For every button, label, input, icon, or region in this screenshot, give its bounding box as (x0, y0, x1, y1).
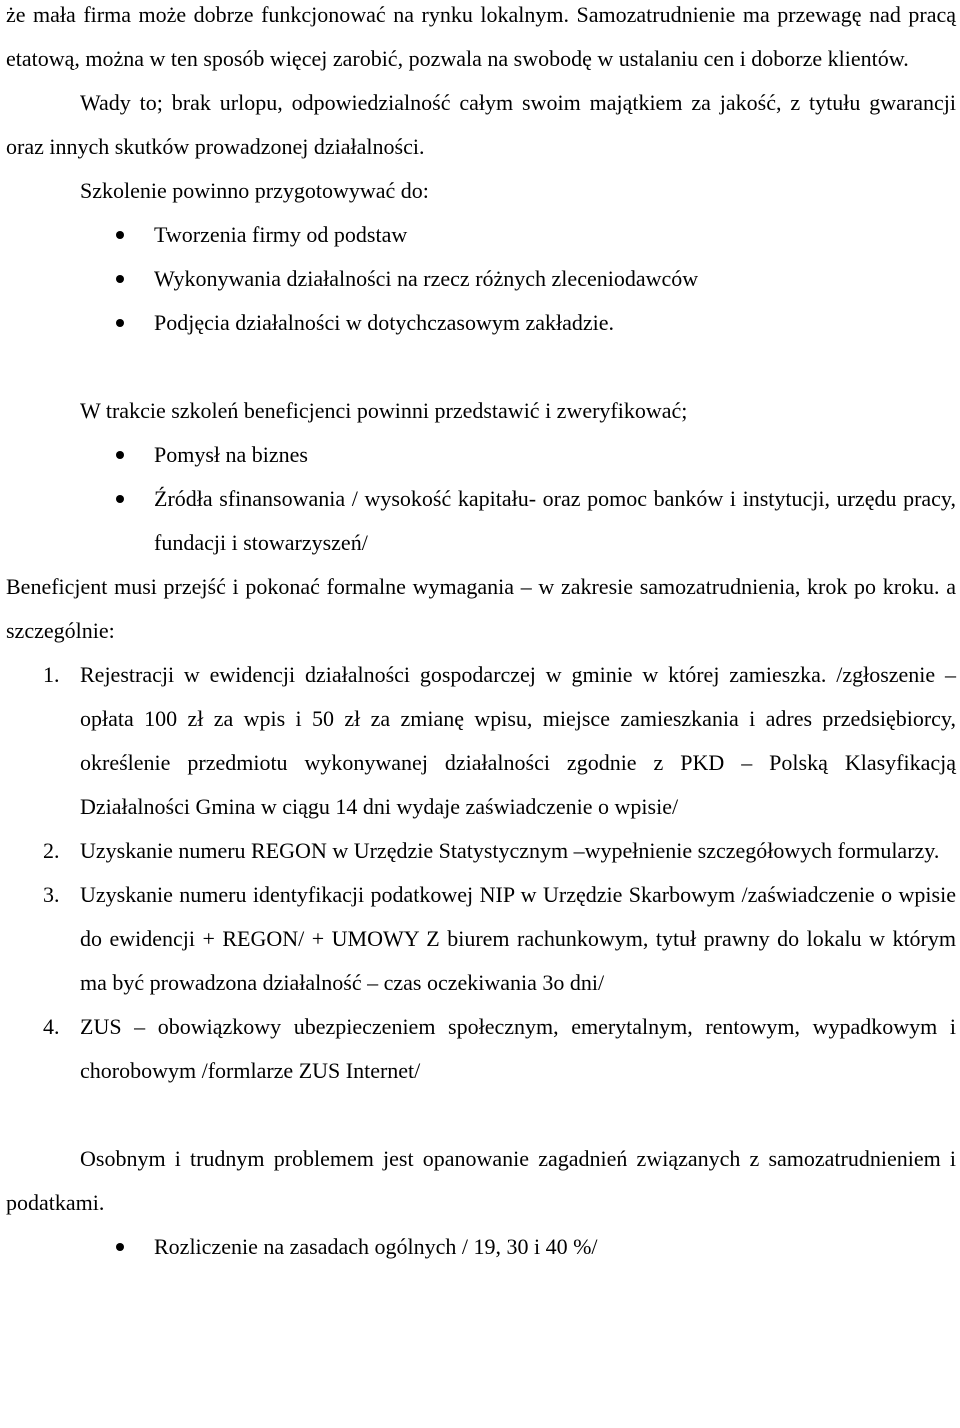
bullet-icon (116, 1243, 124, 1251)
spacer (6, 345, 956, 389)
list-item-text: Podjęcia działalności w dotychczasowym zakładzie. (154, 310, 614, 335)
training-lead: Szkolenie powinno przygotowywać do: (80, 178, 429, 203)
bullet-icon (116, 495, 124, 503)
bullet-icon (116, 231, 124, 239)
step-number: 2. (43, 838, 60, 863)
step-number: 3. (43, 882, 60, 907)
document-page (6, 0, 956, 1269)
step-text: ZUS – obowiązkowy ubezpieczeniem społecznym, emerytalnym, rentowym, wypadkowym i chorobowym /formlarze ZUS Internet/ (80, 1014, 956, 1083)
steps-list (6, 653, 956, 1093)
step-number: 4. (43, 1014, 60, 1039)
spacer (6, 1093, 956, 1137)
list-item (6, 433, 956, 477)
bullet-icon (116, 275, 124, 283)
problem-paragraph: Osobnym i trudnym problemem jest opanowanie zagadnień związanych z samozatrudnieniem i podatkami. (6, 1146, 956, 1215)
list-item-text: Źródła sfinansowania / wysokość kapitału- oraz pomoc banków i instytucji, urzędu pracy, fundacji i stowarzyszeń/ (154, 486, 956, 555)
numbered-step (6, 1005, 956, 1093)
numbered-step (6, 829, 956, 873)
list-item (6, 301, 956, 345)
list-item-text: Tworzenia firmy od podstaw (154, 222, 408, 247)
verify-lead: W trakcie szkoleń beneficjenci powinni przedstawić i zweryfikować; (80, 398, 688, 423)
formal-requirements-paragraph: Beneficjent musi przejść i pokonać formalne wymagania – w zakresie samozatrudnienia, krok po kroku. a szczególnie: (6, 574, 956, 643)
bullet-icon (116, 451, 124, 459)
step-number: 1. (43, 662, 60, 687)
intro-paragraph: że mała firma może dobrze funkcjonować na rynku lokalnym. Samozatrudnienie ma przewagę nad pracą etatową, można w ten sposób więcej zarobić, pozwala na swobodę w ustalaniu cen i doborze klientów. (6, 2, 956, 71)
bullet-icon (116, 319, 124, 327)
list-item (6, 477, 956, 565)
step-text: Uzyskanie numeru REGON w Urzędzie Statystycznym –wypełnienie szczegółowych formularzy. (80, 838, 940, 863)
disadvantages-paragraph: Wady to; brak urlopu, odpowiedzialność całym swoim majątkiem za jakość, z tytułu gwarancji oraz innych skutków prowadzonej działalności. (6, 90, 956, 159)
step-text: Uzyskanie numeru identyfikacji podatkowej NIP w Urzędzie Skarbowym /zaświadczenie o wpisie do ewidencji + REGON/ + UMOWY Z biurem rachunkowym, tytuł prawny do lokalu w którym ma być prowadzona działalność – czas oczekiwania 3o dni/ (80, 882, 956, 995)
list-item (6, 1225, 956, 1269)
settlement-list (6, 1225, 956, 1269)
list-item-text: Wykonywania działalności na rzecz różnych zleceniodawców (154, 266, 699, 291)
list-item-text: Rozliczenie na zasadach ogólnych / 19, 30 i 40 %/ (154, 1234, 598, 1259)
training-list (6, 213, 956, 345)
list-item-text: Pomysł na biznes (154, 442, 308, 467)
step-text: Rejestracji w ewidencji działalności gospodarczej w gminie w której zamieszka. /zgłoszenie – opłata 100 zł za wpis i 50 zł za zmianę wpisu, miejsce zamieszkania i adres przedsiębiorcy, określenie przedmiotu wykonywanej działalności zgodnie z PKD – Polską Klasyfikacją Działalności Gmina w ciągu 14 dni wydaje zaświadczenie o wpisie/ (80, 662, 956, 819)
list-item (6, 257, 956, 301)
verify-list (6, 433, 956, 565)
numbered-step (6, 653, 956, 829)
numbered-step (6, 873, 956, 1005)
list-item (6, 213, 956, 257)
